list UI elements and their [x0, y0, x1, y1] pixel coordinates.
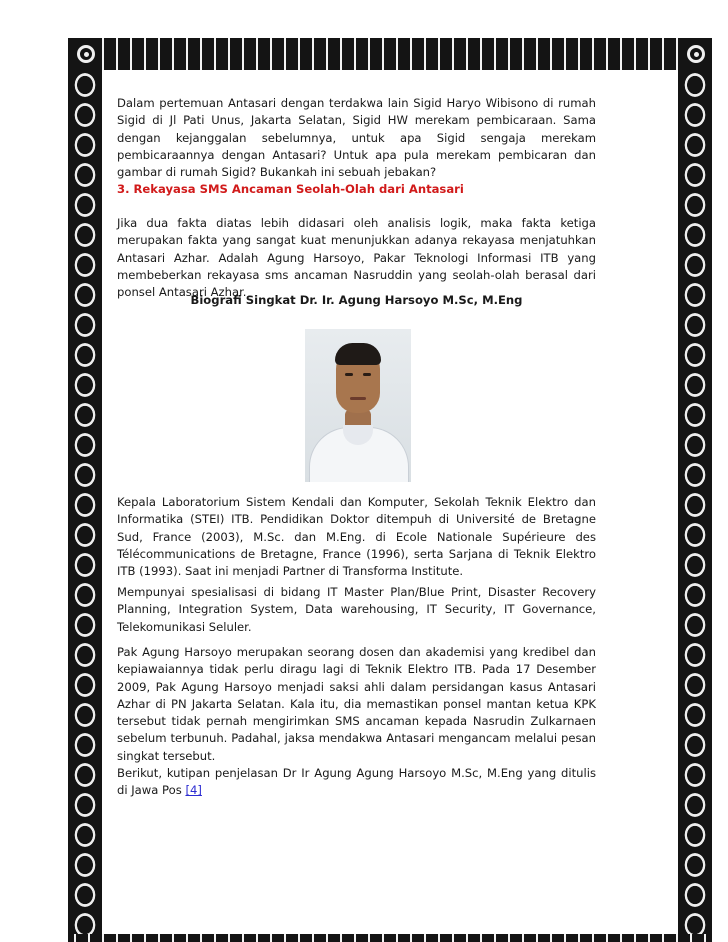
paragraph [117, 765, 596, 800]
corner-ornament-icon [70, 38, 102, 70]
paragraph: Mempunyai spesialisasi di bidang IT Master Plan/Blue Print, Disaster Recovery Planning, Integration System, Data warehousing, IT Security, IT Governance, Telekomunikasi Seluler. [117, 585, 596, 634]
bio-caption: Biografi Singkat Dr. Ir. Agung Harsoyo M.Sc, M.Eng [190, 293, 523, 307]
paragraph: Dalam pertemuan Antasari dengan terdakwa lain Sigid Haryo Wibisono di rumah Sigid di Jl Pati Unus, Jakarta Selatan, Sigid HW merekam pembicaraan. Sama dengan kejanggalan sebelumnya, untuk apa Sigid sengaja merekam pembicaraannya dengan Antasari? Untuk apa pula merekam pembicaran dan gambar di rumah Sigid? Bukankah ini sebuah jebakan? [117, 96, 596, 180]
corner-ornament-icon [680, 38, 712, 70]
section-heading: 3. Rekayasa SMS Ancaman Seolah-Olah dari Antasari [117, 182, 464, 196]
portrait-photo [305, 329, 411, 482]
paragraph: Jika dua fakta diatas lebih didasari oleh analisis logik, maka fakta ketiga merupakan fakta yang sangat kuat menunjukkan adanya rekayasa menjatuhkan Antasari Azhar. Adalah Agung Harsoyo, Pakar Teknologi Informasi ITB yang membeberkan rekayasa sms ancaman Nasruddin yang seolah-olah berasal dari ponsel Antasari Azhar. [117, 216, 596, 300]
paragraph: Pak Agung Harsoyo merupakan seorang dosen dan akademisi yang kredibel dan kepiawaiannya tidak perlu diragu lagi di Teknik Elektro ITB. Pada 17 Desember 2009, Pak Agung Harsoyo menjadi saksi ahli dalam persidangan kasus Antasari Azhar di PN Jakarta Selatan. Kala itu, dia memastikan ponsel mantan ketua KPK tersebut tidak pernah mengirimkan SMS ancaman kepada Nasrudin Zulkarnaen sebelum terbunuh. Padahal, jaksa mendakwa Antasari mengancam melalui pesan singkat tersebut. [117, 645, 596, 763]
border-left [68, 70, 102, 934]
border-top [68, 38, 712, 70]
paragraph: Kepala Laboratorium Sistem Kendali dan Komputer, Sekolah Teknik Elektro dan Informatika (STEI) ITB. Pendidikan Doktor ditempuh di Université de Bretagne Sud, France (2003), M.Sc. dan M.Eng. di Ecole Nationale Supérieure des Télécommunications de Bretagne, France (1996), serta Sarjana di Teknik Elektro ITB (1993). Saat ini menjadi Partner di Transforma Institute. [117, 495, 596, 579]
paragraph-text: Berikut, kutipan penjelasan Dr Ir Agung Agung Harsoyo M.Sc, M.Eng yang ditulis di Jawa Pos [117, 766, 596, 798]
border-bottom [68, 934, 712, 942]
border-right [678, 70, 712, 934]
reference-link[interactable]: [4] [185, 783, 202, 798]
